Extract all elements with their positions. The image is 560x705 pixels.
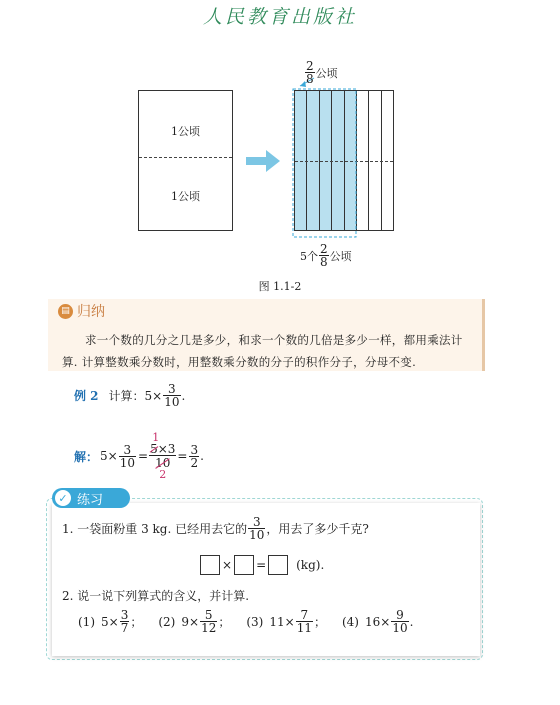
item-den: 11 — [296, 621, 312, 635]
item-end: ； — [313, 615, 326, 629]
bottom-prefix: 5个 — [300, 249, 318, 263]
example-num: 3 — [168, 382, 176, 396]
summary-title-text: 归纳 — [77, 304, 105, 320]
sol-num-five: 5 — [150, 442, 158, 456]
item-den: 7 — [120, 621, 129, 635]
boxes-unit: (kg). — [296, 558, 325, 572]
summary-text: 求一个数的几分之几是多少，和求一个数的几倍是多少一样，都用乘法计算. 计算整数乘分数时，用整数乘分数的分子的积作分子，分母不变. — [62, 333, 463, 369]
publisher-logo: 人民教育出版社 — [202, 6, 357, 28]
practice-q2: 2. 说一说下列算式的含义，并计算. — [62, 589, 250, 603]
bottom-fraction-label — [300, 243, 352, 268]
item-label: (3) — [246, 614, 264, 629]
answer-box-2[interactable] — [234, 555, 254, 575]
rect1-top-label: 1公顷 — [171, 125, 200, 138]
sol-r-den: 2 — [190, 455, 199, 470]
example-2 — [74, 383, 185, 408]
answer-boxes — [200, 555, 324, 575]
bottom-frac-den: 8 — [320, 255, 328, 269]
boxes-times: × — [222, 558, 233, 572]
item-num: 5 — [204, 608, 213, 622]
bottom-frac-num: 2 — [320, 242, 328, 256]
right-arrow-icon — [246, 150, 280, 176]
practice-items — [78, 609, 413, 634]
summary-title — [58, 301, 105, 321]
q1-den: 10 — [249, 528, 265, 542]
practice-q1 — [62, 516, 369, 541]
practice-item-2 — [158, 609, 230, 634]
solution — [74, 432, 204, 480]
example-den: 10 — [164, 395, 180, 409]
rect1-bottom-label: 1公顷 — [171, 190, 200, 203]
solution-tag: 解： — [74, 449, 99, 464]
sol-end: . — [200, 449, 204, 463]
example-tag: 例 2 — [74, 389, 99, 403]
item-label: (2) — [158, 614, 176, 629]
sol-num-times: ×3 — [157, 442, 176, 456]
sol-eq1: = — [138, 449, 149, 463]
summary-icon: ▤ — [58, 304, 73, 319]
item-a: 5× — [101, 614, 119, 629]
shaded-region-outline — [286, 70, 366, 242]
top-frac-unit: 公顷 — [315, 66, 338, 80]
solution-a: 5× — [100, 449, 118, 463]
example-end: . — [181, 388, 186, 403]
sol-r-num: 3 — [190, 442, 199, 457]
item-a: 11× — [269, 614, 295, 629]
item-num: 3 — [120, 608, 129, 622]
item-end: . — [409, 614, 414, 629]
item-a: 16× — [364, 614, 391, 629]
item-a: 9× — [181, 614, 200, 629]
sol-small-top: 1 — [152, 431, 160, 444]
practice-title-text: 练习 — [77, 492, 104, 508]
item-num: 9 — [396, 608, 404, 622]
item-end: ； — [130, 615, 143, 629]
practice-item-3 — [246, 609, 326, 634]
boxes-equals: = — [256, 558, 267, 572]
top-fraction-label — [304, 60, 338, 85]
sol-f1-num: 3 — [123, 442, 132, 457]
item-end: ； — [218, 615, 231, 629]
q1-suffix: ，用去了多少千克? — [266, 522, 369, 536]
item-den: 10 — [392, 621, 408, 635]
sol-den-ten: 10 — [155, 456, 171, 470]
practice-title — [52, 488, 130, 508]
sol-eq2: = — [177, 449, 188, 463]
check-icon: ✓ — [55, 490, 71, 506]
one-hectare-rectangle — [138, 90, 233, 231]
q1-prefix: 1. 一袋面粉重 3 kg. 已经用去它的 — [62, 522, 248, 536]
q1-num: 3 — [252, 515, 261, 529]
answer-box-1[interactable] — [200, 555, 220, 575]
item-den: 12 — [201, 621, 217, 635]
bottom-frac-unit: 公顷 — [329, 249, 352, 263]
item-label: (4) — [341, 614, 359, 629]
sol-f1-den: 10 — [119, 455, 135, 470]
practice-item-1 — [78, 609, 142, 634]
answer-box-3[interactable] — [268, 555, 288, 575]
sol-small-bottom: 2 — [159, 468, 167, 481]
sol-cancel-fraction — [149, 432, 176, 480]
example-prefix: 计算：5× — [108, 389, 163, 403]
practice-item-4 — [342, 609, 413, 634]
rect1-divider — [139, 157, 232, 158]
item-num: 7 — [300, 608, 309, 622]
top-frac-num: 2 — [306, 59, 314, 73]
top-frac-den: 8 — [306, 72, 314, 86]
item-label: (1) — [78, 614, 95, 629]
figure-caption: 图 1.1-2 — [258, 280, 302, 293]
